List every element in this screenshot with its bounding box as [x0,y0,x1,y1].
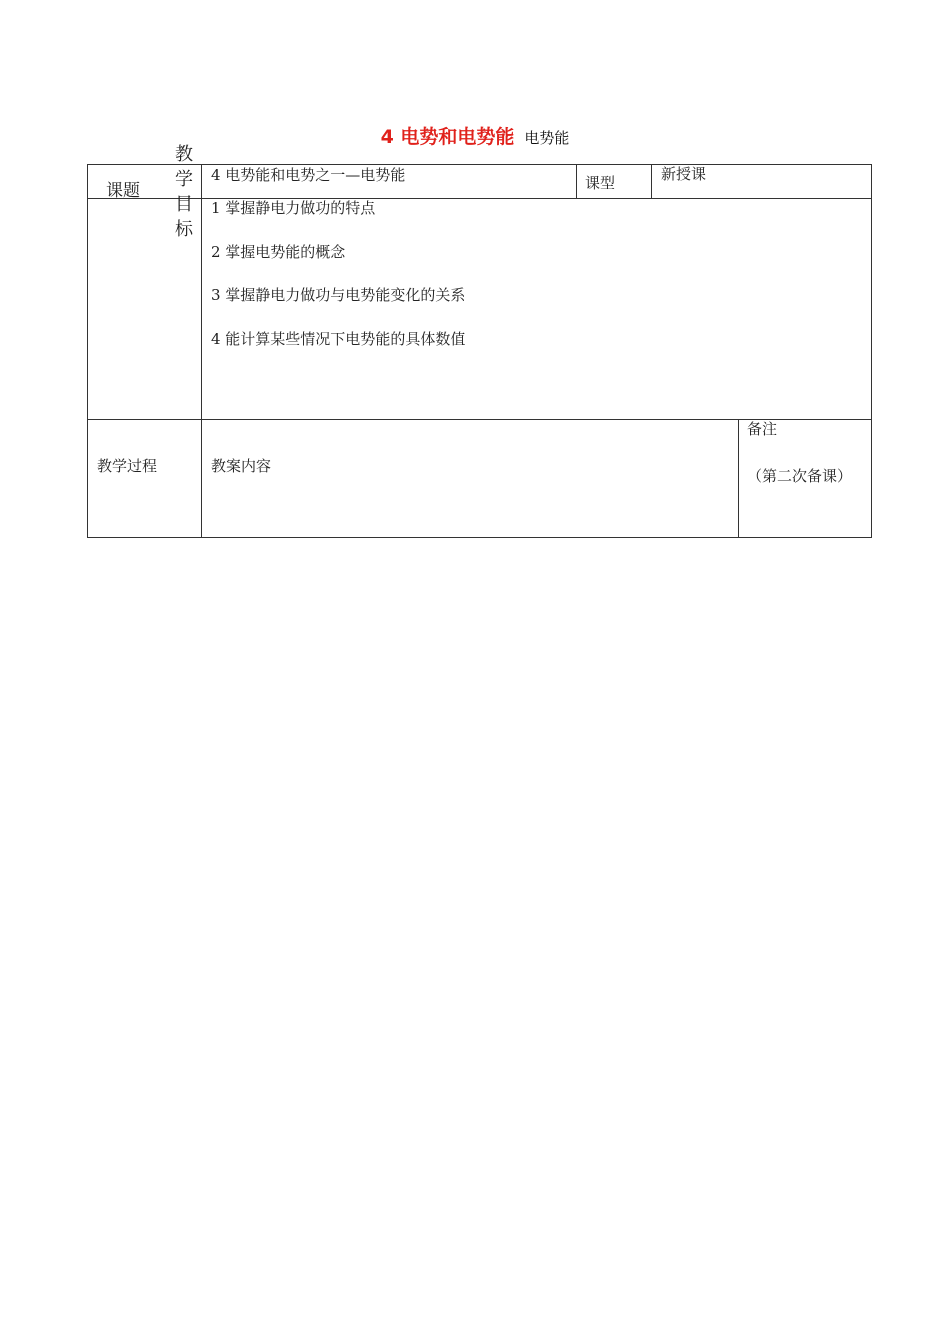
list-item: 3 掌握静电力做功与电势能变化的关系 [211,286,466,304]
document-subtitle: 电势能 [524,129,570,147]
note-label: 备注 [747,420,778,438]
table-label-column-divider [201,164,202,538]
lesson-content-label: 教案内容 [211,457,272,475]
table-border-right [871,164,872,538]
teaching-process-label: 教学过程 [97,457,158,475]
table-note-column-divider [738,419,739,538]
document-title: 4 电势和电势能 [380,126,515,148]
teaching-goal-label: 教学目标 [175,144,193,240]
teaching-objectives-list [211,198,465,372]
document-title-line [0,122,950,149]
table-type-label-divider [576,164,577,199]
list-item: 4 能计算某些情况下电势能的具体数值 [211,329,466,348]
list-item: 1 掌握静电力做功的特点 [211,199,376,217]
note-subtext: （第二次备课） [747,467,853,485]
note-cell [747,419,857,490]
course-type-label: 课型 [585,174,616,192]
list-item: 2 掌握电势能的概念 [211,242,346,261]
table-border-left [87,164,88,538]
table-type-value-divider [651,164,652,199]
topic-label: 课题 [106,181,140,201]
table-border-top [87,164,872,165]
topic-value: 4 电势能和电势之一—电势能 [211,166,406,184]
course-type-value: 新授课 [661,165,707,183]
table-row-divider-1 [87,198,872,199]
table-border-bottom [87,537,872,538]
